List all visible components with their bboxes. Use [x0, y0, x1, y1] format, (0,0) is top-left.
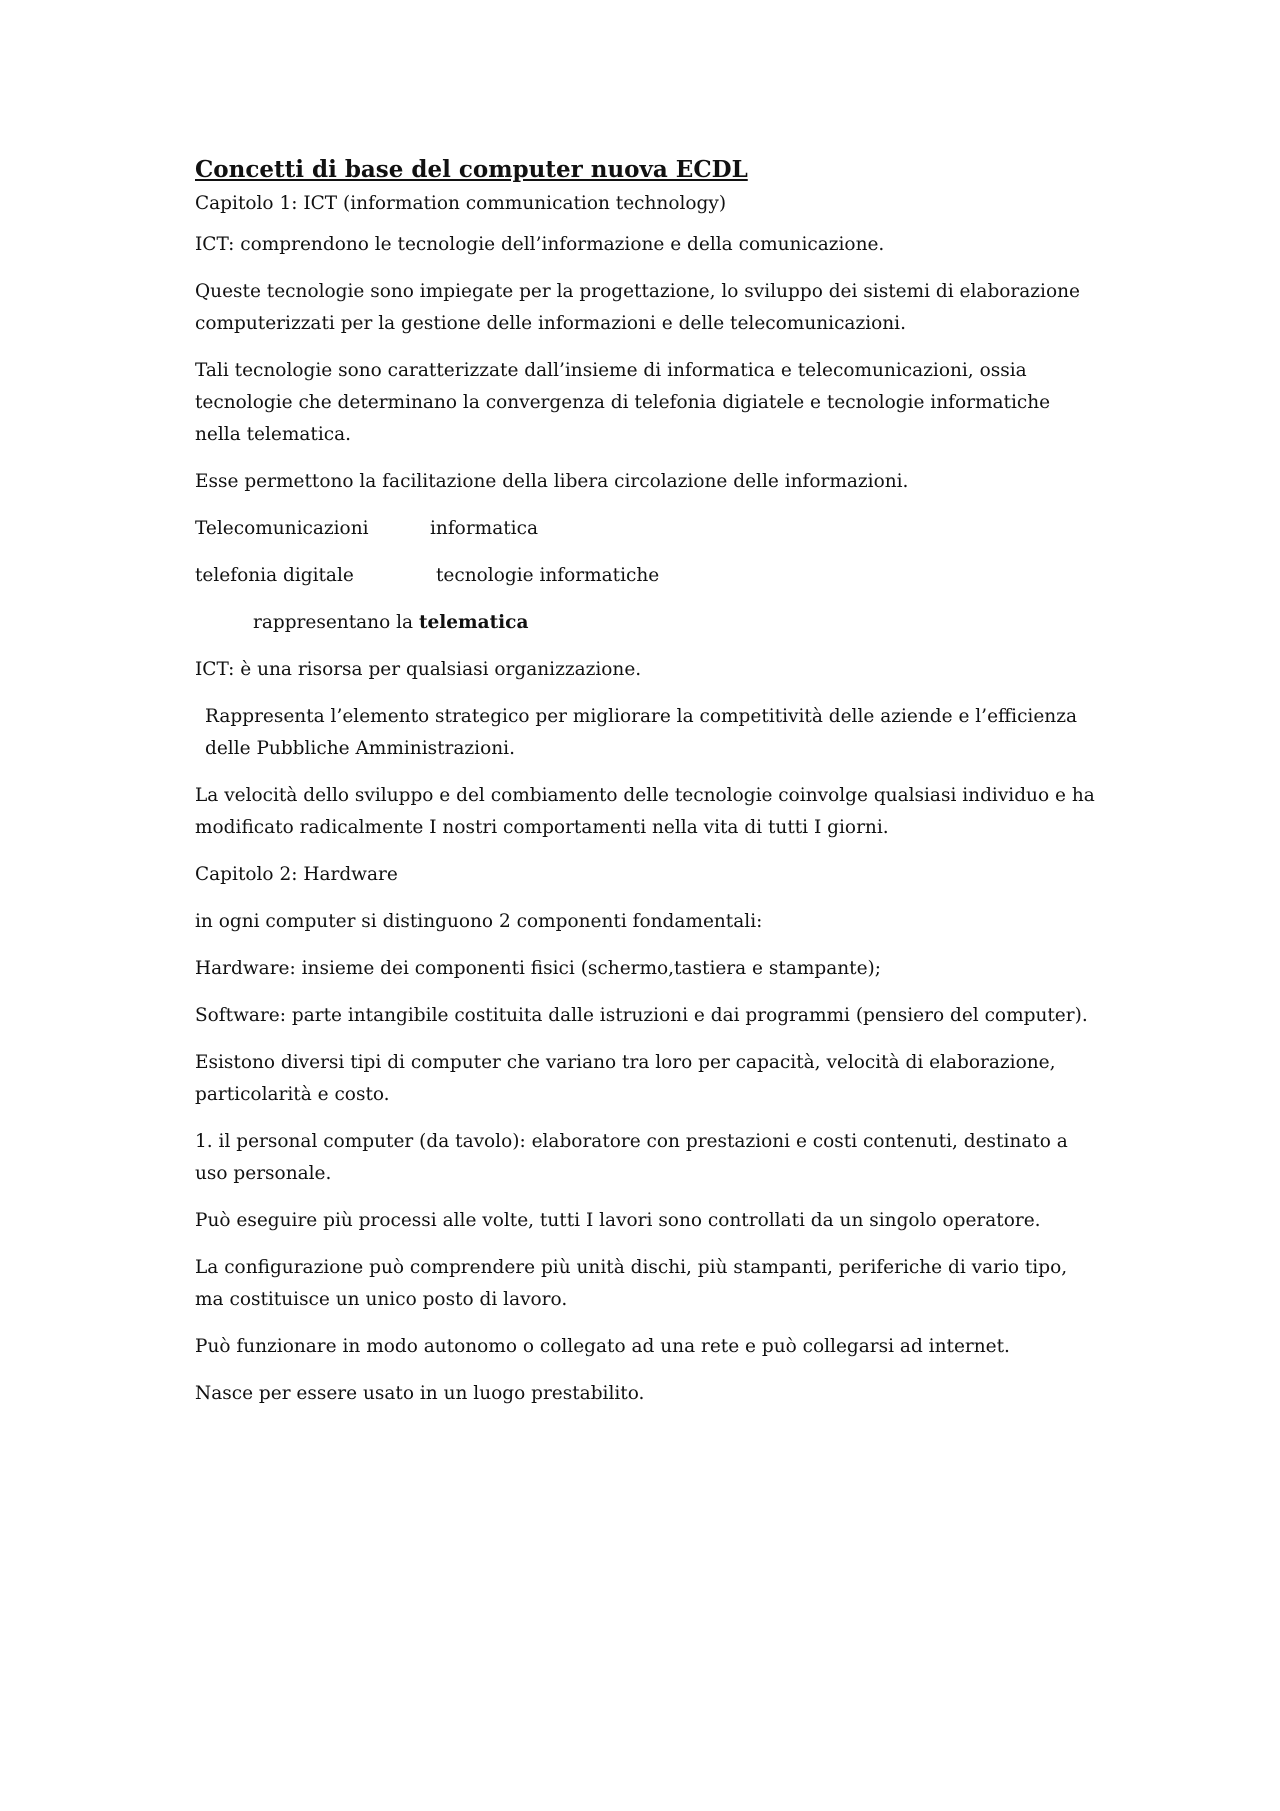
paragraph-ict-resource: ICT: è una risorsa per qualsiasi organizzazione. [195, 659, 642, 680]
convergence-left-2: telefonia digitale [195, 565, 354, 586]
paragraph-software-definition: Software: parte intangibile costituita dalle istruzioni e dai programmi (pensiero del computer). [195, 1005, 1088, 1026]
paragraph-computer-types: Esistono diversi tipi di computer che variano tra loro per capacità, velocità di elaborazione, particolarità e costo. [195, 1052, 1056, 1105]
paragraph-development-speed: La velocità dello sviluppo e del combiamento delle tecnologie coinvolge qualsiasi individuo e ha modificato radicalmente I nostri comportamenti nella vita di tutti I giorni. [195, 785, 1095, 838]
paragraph-components-intro: in ogni computer si distinguono 2 componenti fondamentali: [195, 911, 763, 932]
paragraph-tech-usage: Queste tecnologie sono impiegate per la progettazione, lo sviluppo dei sistemi di elaborazione computerizzati per la gestione delle informazioni e delle telecomunicazioni. [195, 281, 1080, 334]
convergence-row-1 [195, 513, 1095, 545]
convergence-right-1: informatica [430, 518, 538, 539]
convergence-result-row [195, 607, 1095, 639]
paragraph-personal-computer: 1. il personal computer (da tavolo): elaboratore con prestazioni e costi contenuti, destinato a uso personale. [195, 1131, 1068, 1184]
convergence-right-2: tecnologie informatiche [436, 565, 660, 586]
document-page [195, 152, 1095, 1425]
paragraph-strategic-element: Rappresenta l’elemento strategico per migliorare la competitività delle aziende e l’efficienza delle Pubbliche Amministrazioni. [205, 706, 1077, 759]
paragraph-hardware-definition: Hardware: insieme dei componenti fisici (schermo,tastiera e stampante); [195, 958, 882, 979]
chapter-1-heading: Capitolo 1: ICT (information communication technology) [195, 193, 727, 214]
convergence-result-text: rappresentano la [253, 612, 419, 633]
convergence-result-bold: telematica [418, 612, 529, 633]
paragraph-fixed-location: Nasce per essere usato in un luogo prestabilito. [195, 1383, 645, 1404]
paragraph-configuration: La configurazione può comprendere più unità dischi, più stampanti, periferiche di vario tipo, ma costituisce un unico posto di lavoro. [195, 1257, 1068, 1310]
paragraph-tech-convergence: Tali tecnologie sono caratterizzate dall’insieme di informatica e telecomunicazioni, ossia tecnologie che determinano la convergenza di telefonia digiatele e tecnologie informatiche nella telematica. [195, 360, 1051, 445]
paragraph-network: Può funzionare in modo autonomo o collegato ad una rete e può collegarsi ad internet. [195, 1336, 1010, 1357]
convergence-left-1: Telecomunicazioni [195, 518, 369, 539]
paragraph-free-circulation: Esse permettono la facilitazione della libera circolazione delle informazioni. [195, 471, 909, 492]
convergence-row-2 [195, 560, 1095, 592]
document-title: Concetti di base del computer nuova ECDL [195, 156, 748, 183]
chapter-2-heading: Capitolo 2: Hardware [195, 864, 398, 885]
paragraph-multiple-processes: Può eseguire più processi alle volte, tutti I lavori sono controllati da un singolo operatore. [195, 1210, 1041, 1231]
paragraph-ict-definition: ICT: comprendono le tecnologie dell’informazione e della comunicazione. [195, 234, 885, 255]
